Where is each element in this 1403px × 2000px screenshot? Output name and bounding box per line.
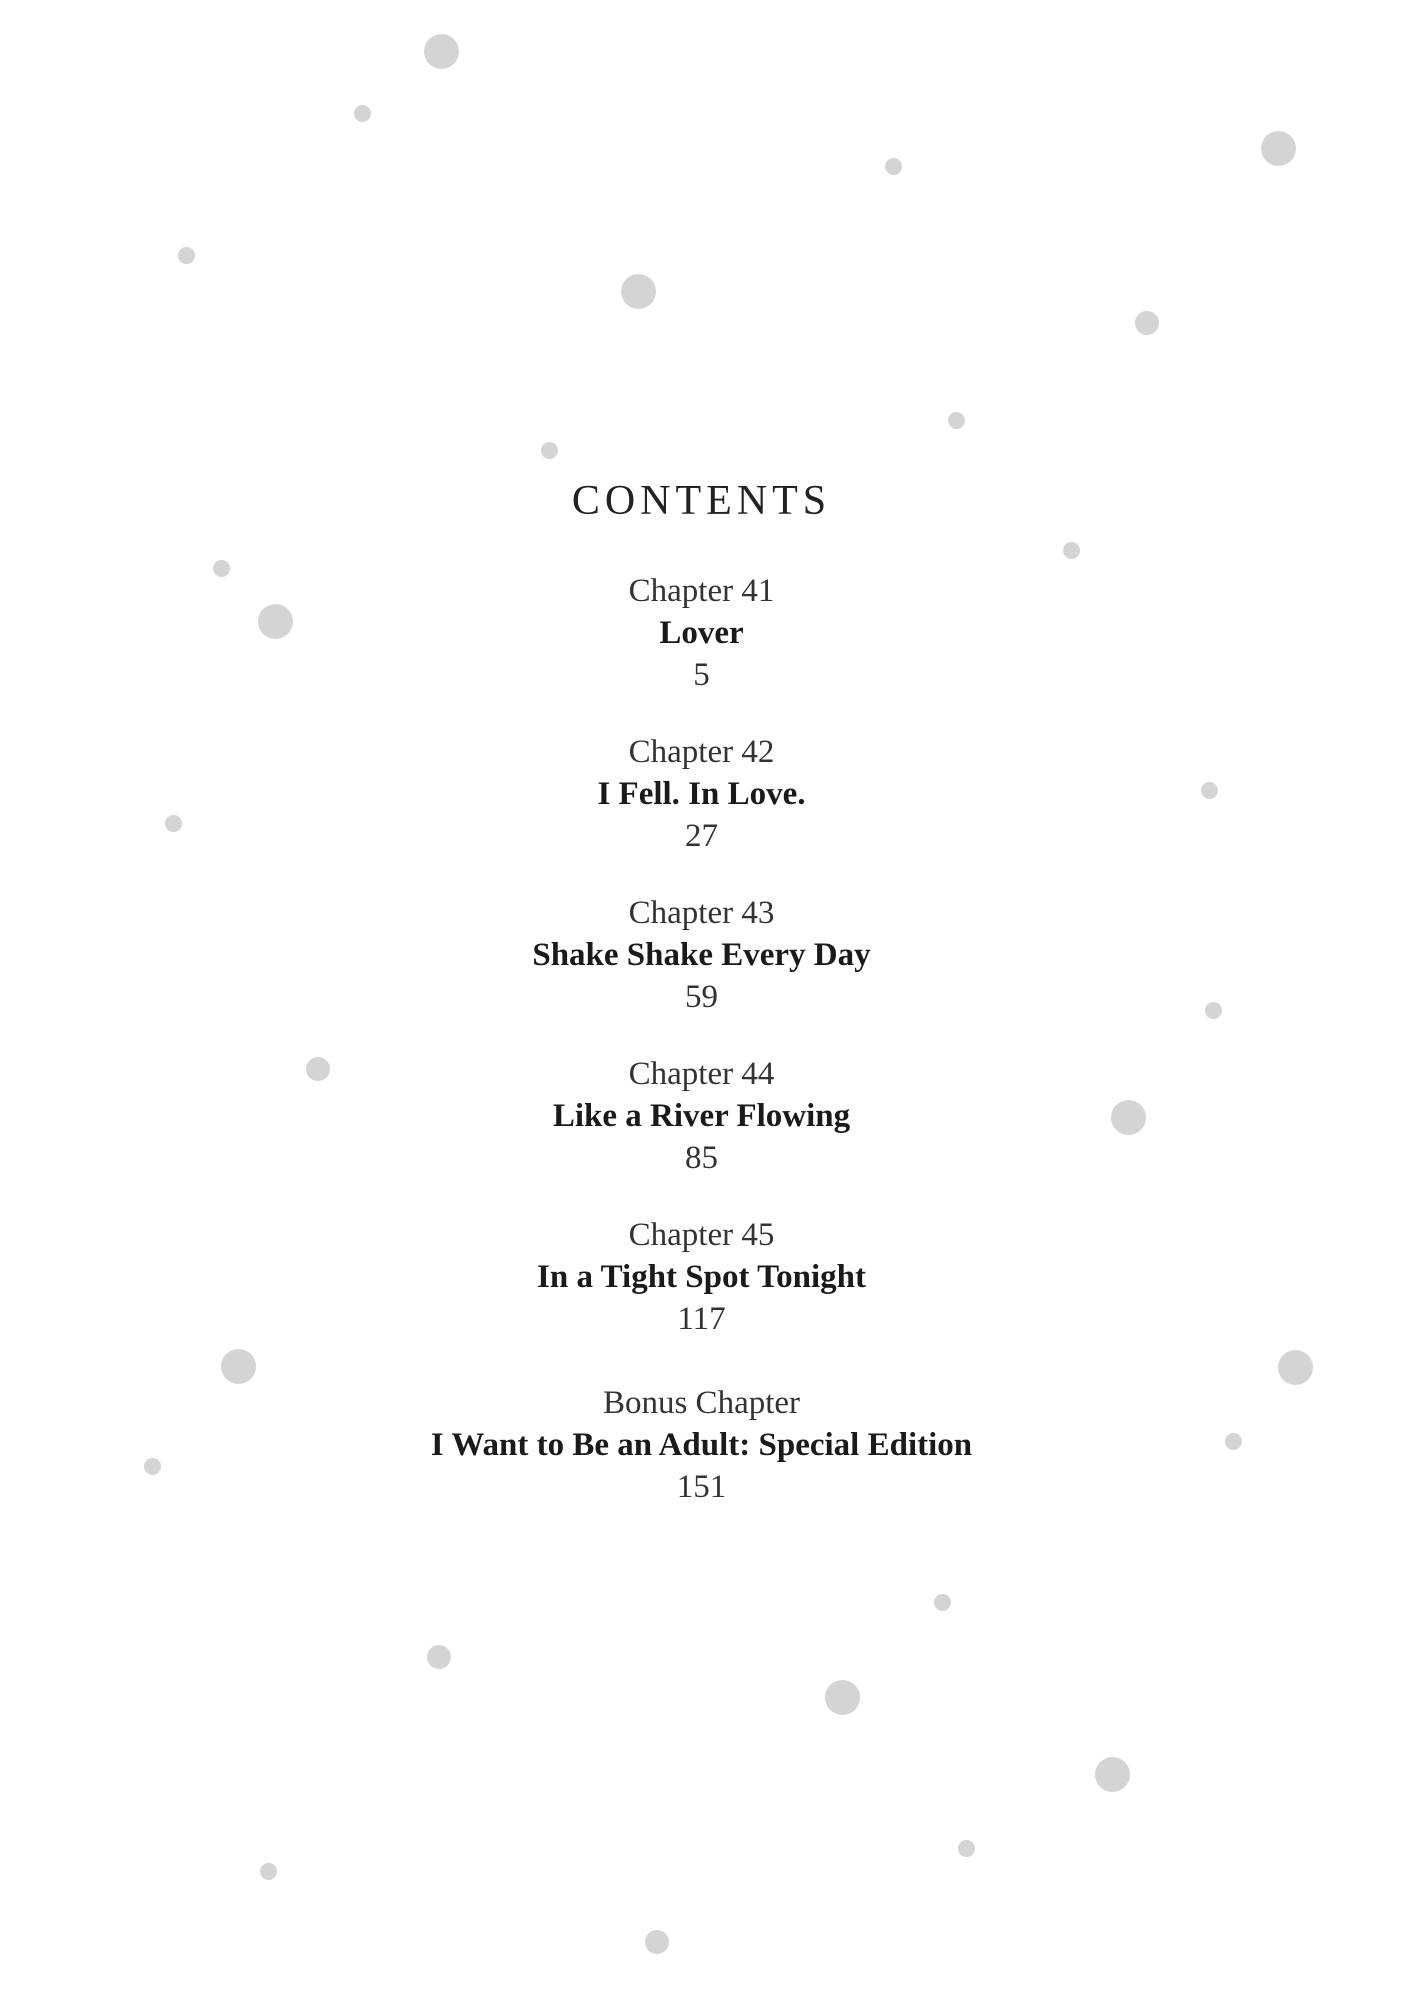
toc-entry-chapter-45 <box>0 1214 1403 1340</box>
page-number: 85 <box>685 1140 718 1176</box>
chapter-label: Bonus Chapter <box>602 1385 801 1421</box>
chapter-label: Chapter 45 <box>628 1217 775 1253</box>
contents-heading: CONTENTS <box>571 478 832 524</box>
chapter-title: I Fell. In Love. <box>597 776 806 812</box>
chapter-label: Chapter 43 <box>628 895 775 931</box>
toc-entry-chapter-41 <box>0 570 1403 696</box>
chapter-label: Chapter 42 <box>628 734 775 770</box>
toc-entry-chapter-44 <box>0 1053 1403 1179</box>
chapter-title: Lover <box>659 615 744 651</box>
chapter-title: Like a River Flowing <box>552 1098 851 1134</box>
toc-entry-chapter-42 <box>0 731 1403 857</box>
chapter-title: In a Tight Spot Tonight <box>537 1259 866 1295</box>
page-number: 117 <box>677 1301 726 1337</box>
page-number: 27 <box>685 818 718 854</box>
toc-entry-bonus-chapter <box>0 1382 1403 1508</box>
page-number: 59 <box>685 979 718 1015</box>
chapter-title: Shake Shake Every Day <box>532 937 871 973</box>
chapter-title: I Want to Be an Adult: Special Edition <box>430 1427 973 1463</box>
page-number: 5 <box>693 657 710 693</box>
toc-entry-chapter-43 <box>0 892 1403 1018</box>
chapter-label: Chapter 44 <box>628 1056 775 1092</box>
page-number: 151 <box>676 1469 727 1505</box>
chapter-label: Chapter 41 <box>628 573 775 609</box>
